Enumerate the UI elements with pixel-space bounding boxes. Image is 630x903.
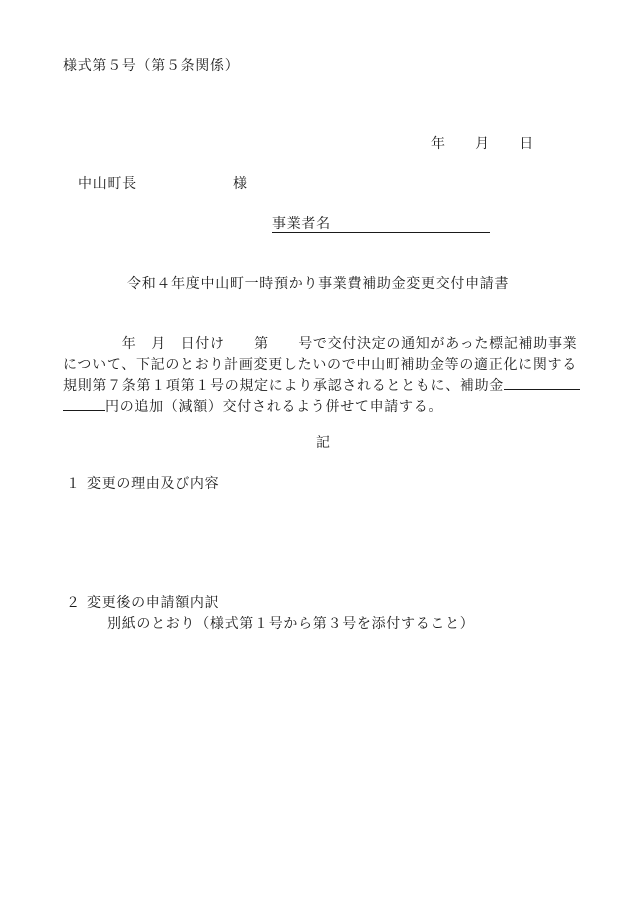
body-line-4-text: 円の追加（減額）交付されるよう併せて申請する。 <box>105 399 444 415</box>
document-title: 令和４年度中山町一時預かり事業費補助金変更交付申請書 <box>127 276 510 292</box>
body-line-1: 年 月 日付け 第 号で交付決定の通知があった標記補助事業 <box>63 336 578 352</box>
body-line-3-text: 規則第７条第１項第１号の規定により承認されるとともに、補助金 <box>63 378 504 394</box>
subsidy-amount-blank <box>504 376 580 390</box>
body-line-4 <box>63 397 580 418</box>
body-line-3 <box>63 376 580 397</box>
addressee-honorific: 様 <box>233 176 248 192</box>
addressee-name: 中山町長 <box>78 176 137 192</box>
date-line: 年 月 日 <box>431 136 534 152</box>
subsidy-amount-blank-continued <box>63 397 105 411</box>
applicant-label: 事業者名 <box>272 216 331 232</box>
item-1-title: 変更の理由及び内容 <box>87 476 220 492</box>
item-2-number: ２ <box>66 595 81 611</box>
applicant-name-field <box>272 214 490 233</box>
item-1-number: １ <box>66 476 81 492</box>
item-2-detail: 別紙のとおり（様式第１号から第３号を添付すること） <box>107 616 475 632</box>
form-number: 様式第５号（第５条関係） <box>63 58 240 74</box>
body-line-2: について、下記のとおり計画変更したいので中山町補助金等の適正化に関する <box>63 357 577 373</box>
body-paragraph <box>63 334 580 418</box>
item-2-title: 変更後の申請額内訳 <box>87 595 220 611</box>
ki-heading: 記 <box>316 435 331 451</box>
